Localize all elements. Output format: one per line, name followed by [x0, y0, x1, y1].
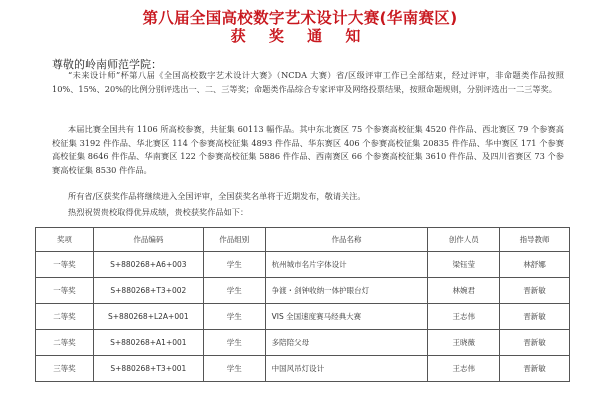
awards-table [35, 227, 570, 382]
cell-creator: 王志伟 [428, 304, 500, 330]
paragraph-review-result: “未来设计师”杯第八届《全国高校数字艺术设计大赛》（NCDA 大赛）省/区级评审工作已全部结束，经过评审，非命题类作品按照 10%、15%、20%的比例分别评选出一、二、三等奖；命题类作品综合专家评审及网络投票结果，按照命题规则，分别评选出一二三等奖。 [52, 70, 564, 94]
cell-award: 三等奖 [36, 356, 94, 382]
cell-advisor: 晋新敏 [500, 278, 570, 304]
header-code: 作品编码 [93, 228, 203, 252]
cell-code: S+880268+L2A+001 [93, 304, 203, 330]
notice-subtitle: 获 奖 通 知 [230, 27, 370, 45]
cell-group: 学生 [203, 304, 265, 330]
cell-advisor: 晋新敏 [500, 330, 570, 356]
notice-title: 第八届全国高校数字艺术设计大赛(华南赛区) [142, 9, 458, 27]
paragraph-national-review: 所有省/区获奖作品将继续进入全国评审，全国获奖名单将于近期发布，敬请关注。 [68, 191, 366, 201]
cell-advisor: 林舒娜 [500, 252, 570, 278]
table-row [36, 304, 570, 330]
cell-creator: 王晓薇 [428, 330, 500, 356]
header-group: 作品组别 [203, 228, 265, 252]
cell-creator: 林婉君 [428, 278, 500, 304]
cell-code: S+880268+T3+001 [93, 356, 203, 382]
cell-code: S+880268+A1+001 [93, 330, 203, 356]
table-row [36, 356, 570, 382]
table-header-row [36, 228, 570, 252]
header-creator: 创作人员 [428, 228, 500, 252]
greeting: 尊敬的岭南师范学院： [52, 58, 162, 71]
table-row [36, 252, 570, 278]
cell-creator: 王志伟 [428, 356, 500, 382]
cell-group: 学生 [203, 252, 265, 278]
header-award: 奖项 [36, 228, 94, 252]
cell-advisor: 晋新敏 [500, 356, 570, 382]
cell-group: 学生 [203, 356, 265, 382]
header-work-name: 作品名称 [265, 228, 428, 252]
cell-work-name: 多陪陪父母 [265, 330, 428, 356]
cell-group: 学生 [203, 330, 265, 356]
cell-code: S+880268+A6+003 [93, 252, 203, 278]
cell-work-name: 中国风吊灯设计 [265, 356, 428, 382]
cell-creator: 梁钰莹 [428, 252, 500, 278]
paragraph-congratulations: 热烈祝贺贵校取得优异成绩，贵校获奖作品如下： [68, 207, 249, 217]
cell-award: 二等奖 [36, 330, 94, 356]
cell-work-name: 争渡・剑钟收纳一体护眼台灯 [265, 278, 428, 304]
table-row [36, 278, 570, 304]
cell-award: 一等奖 [36, 252, 94, 278]
cell-advisor: 晋新敏 [500, 304, 570, 330]
table-row [36, 330, 570, 356]
cell-group: 学生 [203, 278, 265, 304]
cell-award: 二等奖 [36, 304, 94, 330]
cell-work-name: 杭州城市名片字体设计 [265, 252, 428, 278]
paragraph-statistics: 本届比赛全国共有 1106 所高校参赛，共征集 60113 幅作品。其中东北赛区 75 个参赛高校征集 4520 件作品、西北赛区 79 个参赛高校征集 3192 件作品、华北赛区 114 个参赛高校征集 4893 件作品、华东赛区 406 个参赛高校征集 20835 件作品、华中赛区 171 个参赛高校征集 8646 件作品、华南赛区 122 个参赛高校征集 5886 件作品、西南赛区 66 个参赛高校征集 3610 件作品、及四川省赛区 73 个参赛高校征集 8530 件作品。 [52, 124, 564, 175]
cell-work-name: VIS 全国速度赛马经典大赛 [265, 304, 428, 330]
cell-code: S+880268+T3+002 [93, 278, 203, 304]
header-advisor: 指导教师 [500, 228, 570, 252]
cell-award: 一等奖 [36, 278, 94, 304]
